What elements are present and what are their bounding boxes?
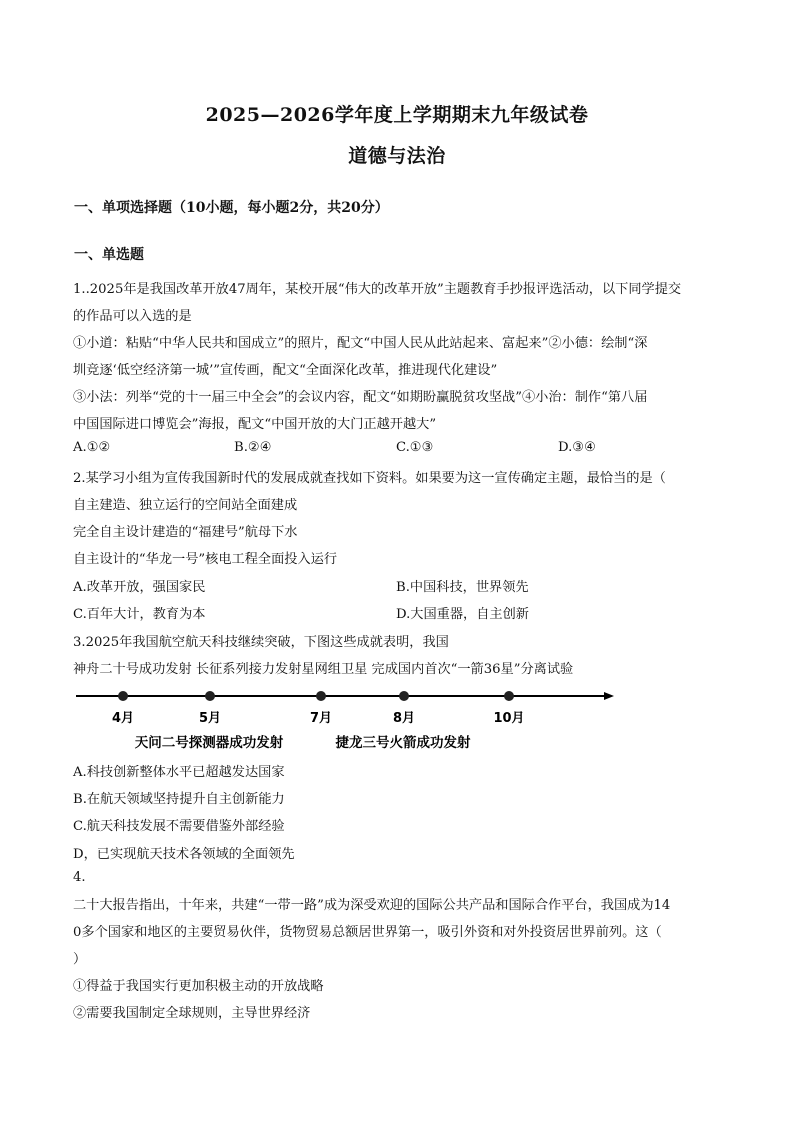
question-1-option-b[interactable]: B.②④ bbox=[234, 440, 272, 455]
question-3-line: 3.2025年我国航空航天科技继续突破，下图这些成就表明，我国 bbox=[73, 635, 449, 650]
exam-title: 2025—2026学年度上学期期末九年级试卷 bbox=[205, 104, 589, 126]
question-3-line: 神舟二十号成功发射 长征系列接力发射星网组卫星 完成国内首次“一箭36星”分离试验 bbox=[73, 662, 574, 677]
question-4-line: ①得益于我国实行更加积极主动的开放战略 bbox=[73, 979, 324, 994]
timeline-month: 10月 bbox=[493, 711, 525, 726]
question-4-line: 0多个国家和地区的主要贸易伙伴，货物贸易总额居世界第一，吸引外资和对外投资居世界前列。这（ bbox=[73, 925, 662, 940]
timeline-point bbox=[205, 691, 215, 701]
question-2-line: 自主建造、独立运行的空间站全面建成 bbox=[73, 498, 298, 513]
question-1-line: ①小道：粘贴“中华人民共和国成立”的照片，配文“中国人民从此站起来、富起来”②小德：绘制“深 bbox=[73, 336, 648, 351]
timeline-point bbox=[316, 691, 326, 701]
question-4-line: ②需要我国制定全球规则，主导世界经济 bbox=[73, 1006, 311, 1021]
timeline-point bbox=[504, 691, 514, 701]
timeline-event: 捷龙三号火箭成功发射 bbox=[335, 735, 471, 751]
question-4-line: 二十大报告指出，十年来，共建“一带一路”成为深受欢迎的国际公共产品和国际合作平台，我国成为14 bbox=[73, 898, 671, 913]
question-1-line: 的作品可以入选的是 bbox=[73, 309, 192, 324]
timeline-point bbox=[399, 691, 409, 701]
exam-subject: 道德与法治 bbox=[348, 145, 446, 167]
question-1-line: ③小法：列举“党的十一届三中全会”的会议内容，配文“如期盼赢脱贫攻坚战”④小治：制作“第八届 bbox=[73, 390, 648, 405]
question-1-option-d[interactable]: D.③④ bbox=[558, 440, 596, 455]
timeline-point bbox=[118, 691, 128, 701]
question-2-option-d[interactable]: D.大国重器，自主创新 bbox=[396, 607, 529, 622]
question-2-option-b[interactable]: B.中国科技，世界领先 bbox=[396, 580, 529, 595]
question-4-line: ） bbox=[73, 952, 87, 967]
question-4-line: 4. bbox=[73, 870, 86, 885]
section-heading: 一、单项选择题（10小题，每小题2分，共20分） bbox=[74, 200, 389, 216]
question-1-option-a[interactable]: A.①② bbox=[73, 440, 111, 455]
timeline-month: 4月 bbox=[111, 711, 135, 726]
question-1-line: 1..2025年是我国改革开放47周年，某校开展“伟大的改革开放”主题教育手抄报评选活动，以下同学提交 bbox=[73, 282, 682, 297]
question-3-option-c[interactable]: C.航天科技发展不需要借鉴外部经验 bbox=[73, 819, 285, 834]
timeline-figure bbox=[0, 682, 794, 752]
timeline-arrow-icon bbox=[604, 692, 614, 700]
question-2-line: 2.某学习小组为宣传我国新时代的发展成就查找如下资料。如果要为这一宣传确定主题，最恰当的是（ bbox=[73, 471, 666, 486]
question-1-line: 圳竞逐‘低空经济第一城’”宣传画，配文“全面深化改革，推进现代化建设” bbox=[73, 363, 498, 378]
question-1-option-c[interactable]: C.①③ bbox=[396, 440, 434, 455]
timeline-month: 5月 bbox=[198, 711, 222, 726]
question-2-option-a[interactable]: A.改革开放，强国家民 bbox=[73, 580, 206, 595]
question-3-option-b[interactable]: B.在航天领域坚持提升自主创新能力 bbox=[73, 792, 285, 807]
question-3-option-a[interactable]: A.科技创新整体水平已超越发达国家 bbox=[73, 765, 285, 780]
question-1-line: 中国国际进口博览会”海报，配文“中国开放的大门正越开越大” bbox=[73, 417, 437, 432]
question-2-line: 完全自主设计建造的“福建号”航母下水 bbox=[73, 525, 298, 540]
question-2-line: 自主设计的“华龙一号”核电工程全面投入运行 bbox=[73, 552, 338, 567]
question-3-option-d[interactable]: D，已实现航天技术各领域的全面领先 bbox=[73, 847, 295, 862]
question-2-option-c[interactable]: C.百年大计，教育为本 bbox=[73, 607, 206, 622]
timeline-event: 天问二号探测器成功发射 bbox=[134, 735, 284, 751]
timeline-month: 7月 bbox=[309, 711, 333, 726]
timeline-month: 8月 bbox=[392, 711, 416, 726]
subsection-heading: 一、单选题 bbox=[74, 247, 144, 263]
